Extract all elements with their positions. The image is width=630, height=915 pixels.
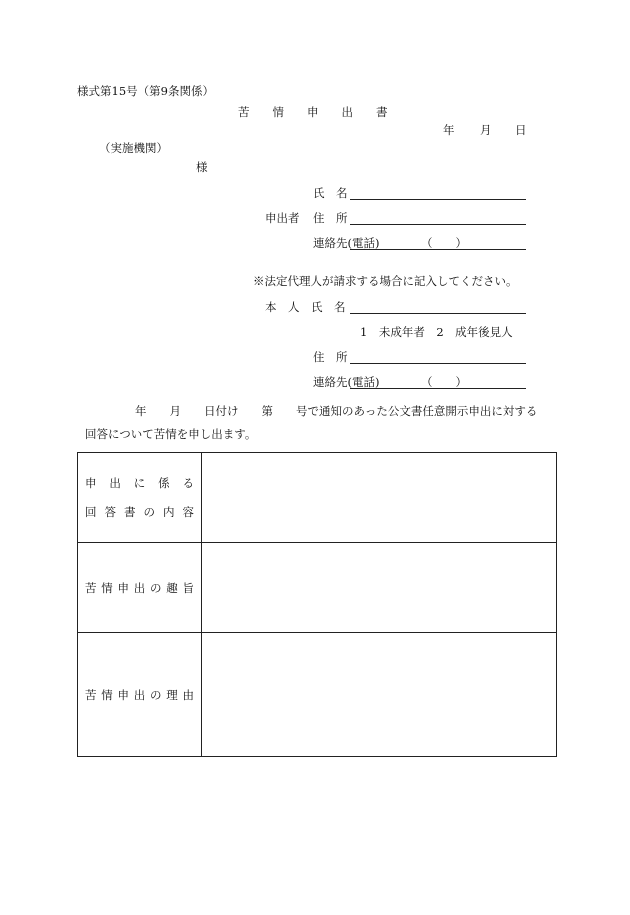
applicant-group-label: 申出者 [265,211,300,225]
row-label-response-content [78,453,202,543]
proxy-address-field[interactable] [350,363,526,364]
label-char: 申 [85,476,97,490]
form-title: 苦 情 申 出 書 [238,105,388,119]
row-label-complaint-purpose [78,543,202,633]
recipient-honorific: 様 [196,160,208,174]
proxy-address-label: 住 所 [313,350,348,364]
complaint-reason-field[interactable] [202,633,557,757]
label-char: 回 [85,505,97,519]
label-char: 内 [163,505,175,519]
table-row [78,453,557,543]
table-row [78,543,557,633]
label-char: 情 [101,580,113,595]
label-char: 出 [133,580,146,595]
form-number: 様式第15号（第9条関係） [77,84,214,98]
label-char: 趣 [166,580,178,595]
label-char: 苦 [85,687,97,702]
label-char: 苦 [85,580,97,595]
label-line [85,475,194,491]
proxy-contact-label: 連絡先(電話) [313,375,380,389]
applicant-address-field[interactable] [350,224,526,225]
label-char: 出 [109,476,121,490]
label-line [85,580,194,596]
label-char: 係 [158,476,170,490]
applicant-contact-field[interactable] [350,249,526,250]
label-char: 出 [133,687,146,702]
label-char: 申 [117,687,129,702]
complaint-purpose-field[interactable] [202,543,557,633]
response-content-field[interactable] [202,453,557,543]
applicant-contact-label: 連絡先(電話) [313,236,380,250]
applicant-contact-paren: （ ） [421,236,467,250]
label-char: 容 [182,505,194,519]
statement-line-2: 回答について苦情を申し出ます。 [85,427,257,441]
label-char: る [182,476,194,490]
proxy-name-field[interactable] [350,313,526,314]
label-char: 申 [117,580,129,595]
proxy-name-label: 本 人 氏 名 [265,300,346,314]
label-char: 旨 [182,580,194,595]
label-char: の [150,687,162,702]
label-char: 由 [182,687,194,702]
date-month-label: 月 [480,123,492,137]
complaint-table [77,452,557,757]
label-line [85,687,194,703]
label-char: 理 [166,687,178,702]
label-char: 情 [101,687,113,702]
label-char: 書 [124,505,136,519]
statement-line-1: 年 月 日付け 第 号で通知のあった公文書任意開示申出に対する [135,404,538,418]
date-day-label: 日 [515,123,527,137]
proxy-contact-paren: （ ） [421,375,467,389]
label-char: に [133,476,146,490]
table-row [78,633,557,757]
applicant-address-label: 住 所 [313,211,348,225]
proxy-contact-field[interactable] [350,388,526,389]
recipient-agency: （実施機関） [99,141,168,155]
applicant-name-field[interactable] [350,199,526,200]
label-char: の [143,505,155,519]
label-char: 答 [104,505,116,519]
proxy-options: 1 未成年者 2 成年後見人 [360,325,513,339]
label-line [85,504,194,520]
row-label-complaint-reason [78,633,202,757]
proxy-note: ※法定代理人が請求する場合に記入してください。 [253,274,518,288]
label-char: の [150,580,162,595]
applicant-name-label: 氏 名 [313,186,348,200]
date-year-label: 年 [443,123,455,137]
